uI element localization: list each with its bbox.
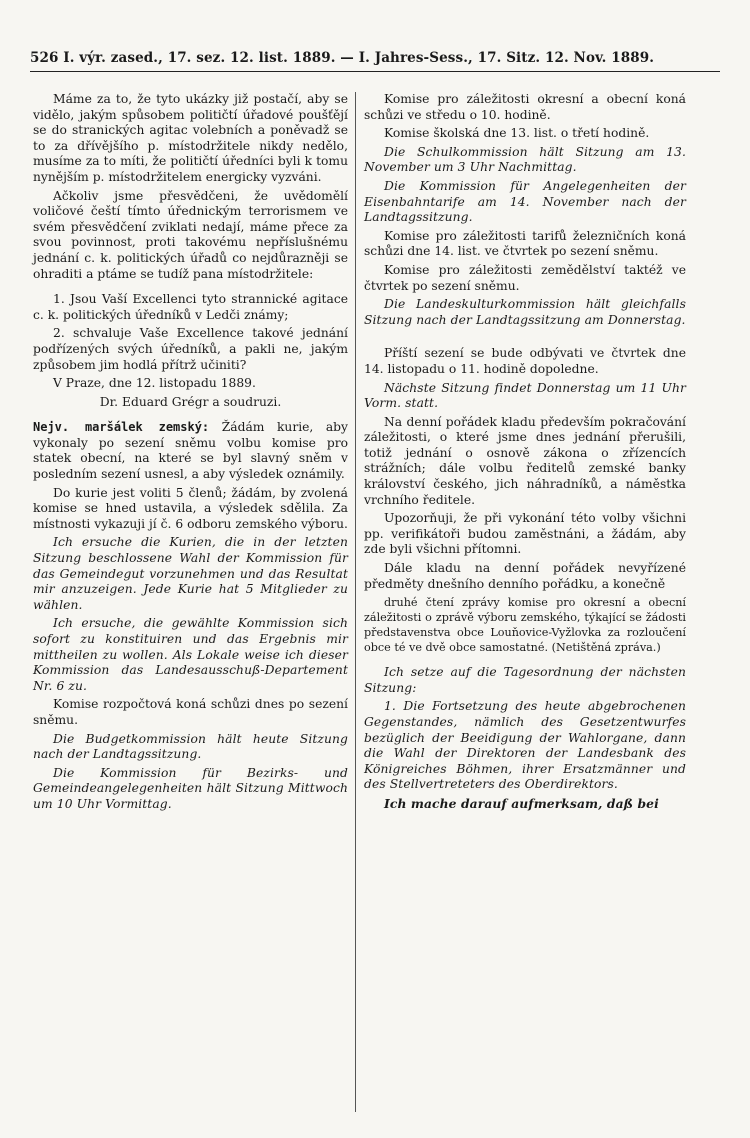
paragraph: Die Budgetkommission hält heute Sitzung nach der Landtagssitzung. [33,731,348,762]
header-rule [30,71,720,72]
paragraph: Komise pro záležitosti tarifů železničních koná schůzi dne 14. list. ve čtvrtek po sezení sněmu. [364,228,686,259]
page-header: 526 I. výr. zased., 17. sez. 12. list. 1889. — I. Jahres-Sess., 17. Sitz. 12. Nov. 1889. [30,50,655,66]
paragraph: Die Kommission für Bezirks- und Gemeindeangelegenheiten hält Sitzung Mittwoch um 10 Uhr Vormittag. [33,765,348,811]
paragraph: 2. schvaluje Vaše Excellence takové jednání podřízených svých úředníků, a pakli ne, jakým způsobem jim hodlá přítrž učiniti? [33,326,348,372]
paragraph: Die Schulkommission hält Sitzung am 13. November um 3 Uhr Nachmittag. [364,144,686,175]
signature: Dr. Eduard Grégr a soudruzi. [99,394,282,409]
paragraph: Die Landeskulturkommission hält gleichfalls Sitzung nach der Landtagssitzung am Donnerstag. [364,297,686,327]
paragraph: Příští sezení se bude odbývati ve čtvrtek dne 14. listopadu o 11. hodině dopoledne. [364,346,686,376]
speech-text: Žádám kurie, aby vykonaly po sezení sněmu volbu komise pro statek obecní, na které se byl slavný sněm v posledním sezení usnesl, a aby výsledek oznámily. [33,420,348,482]
left-column [33,92,348,816]
paragraph: Na denní pořádek kladu především pokračování záležitosti, o které jsme dnes jednání přerušili, totiž jednání o osnově zákona o zřízencích strážních; dále volbu ředitelů zemské banky království českého, jich náhradníků, a náměstka vrchního ředitele. [364,414,686,507]
paragraph: Ich setze auf die Tagesordnung der nächsten Sitzung: [364,665,686,695]
paragraph: Ich mache darauf aufmerksam, daß bei [384,795,659,811]
paragraph: 1. Die Fortsetzung des heute abgebrochenen Gegenstandes, nämlich des Gesetzentwurfes bezüglich der Beeidigung der Wahlorgane, dann die Wahl der Direktoren der Landesbank des Königreiches Böhmen, ihrer Ersatzmänner und des Stellvertreteters des Oberdirektors. [364,699,686,792]
paragraph: Komise rozpočtová koná schůzi dnes po sezení sněmu. [33,697,348,727]
paragraph: Ačkoliv jsme přesvědčeni, že uvědomělí voličové čeští tímto úřednickým terrorismem ve svém přesvědčení zviklati nedají, máme přece za svou povinnost, proti takovému nepříslušnému jednání c. k. politických úřadů co nejdůrazněji se ohraditi a ptáme se tudíž pana místodržitele: [33,188,348,281]
paragraph: druhé čtení zprávy komise pro okresní a obecní záležitosti o zprávě výboru zemského, týkající se žádosti představenstva obce Louňovice-Vyžlovka za rozloučení obce té ve dvě obce samostatné. (Netištěná zpráva.) [364,596,686,655]
paragraph: Upozorňuji, že při vykonání této volby všichni pp. verifikátoři budou zaměstnáni, a žádám, aby zde byli všichni přítomni. [364,511,686,557]
paragraph: Dále kladu na denní pořádek nevyřízené předměty dnešního denního pořádku, a konečně [364,561,686,591]
column-divider [355,92,356,1112]
paragraph: Ich ersuche die Kurien, die in der letzten Sitzung beschlossene Wahl der Kommission für das Gemeindegut vorzunehmen und das Resultat mir anzuzeigen. Jede Kurie hat 5 Mitglieder zu wählen. [33,535,348,612]
paragraph: Komise pro záležitosti zemědělství taktéž ve čtvrtek po sezení sněmu. [364,262,686,293]
speaker-name: Nejv. maršálek zemský: [33,420,210,435]
paragraph: Komise pro záležitosti okresní a obecní koná schůzi ve středu o 10. hodině. [364,92,686,122]
paragraph: Nächste Sitzung findet Donnerstag um 11 Uhr Vorm. statt. [364,380,686,411]
paragraph: Die Kommission für Angelegenheiten der Eisenbahntarife am 14. November nach der Landtagssitzung. [364,178,686,225]
right-column [364,92,686,815]
speech-paragraph [33,420,348,482]
paragraph: Ich ersuche, die gewählte Kommission sich sofort zu konstituiren und das Ergebnis mir mittheilen zu wollen. Als Lokale weise ich dieser Kommission das Landesausschuß-Departement Nr. 6 zu. [33,616,348,693]
paragraph: 1. Jsou Vaší Excellenci tyto strannické agitace c. k. politických úředníků v Ledči známy; [33,292,348,322]
paragraph: V Praze, dne 12. listopadu 1889. [53,376,256,391]
paragraph: Máme za to, že tyto ukázky již postačí, aby se vidělo, jakým spůsobem političtí úřadové poušťějí se do stranických agitac volebních a poněvadž se to za dřívějšího p. místodržitele nikdy nedělo, musíme za to míti, že političtí úředníci byli k tomu nynějším p. místodržitelem energicky vyzváni. [33,92,348,184]
paragraph: Komise školská dne 13. list. o třetí hodině. [384,126,650,141]
paragraph: Do kurie jest voliti 5 členů; žádám, by zvolená komise se hned ustavila, a výsledek sdělila. Za místnosti vykazuji jí č. 6 odboru zemského výboru. [33,485,348,531]
